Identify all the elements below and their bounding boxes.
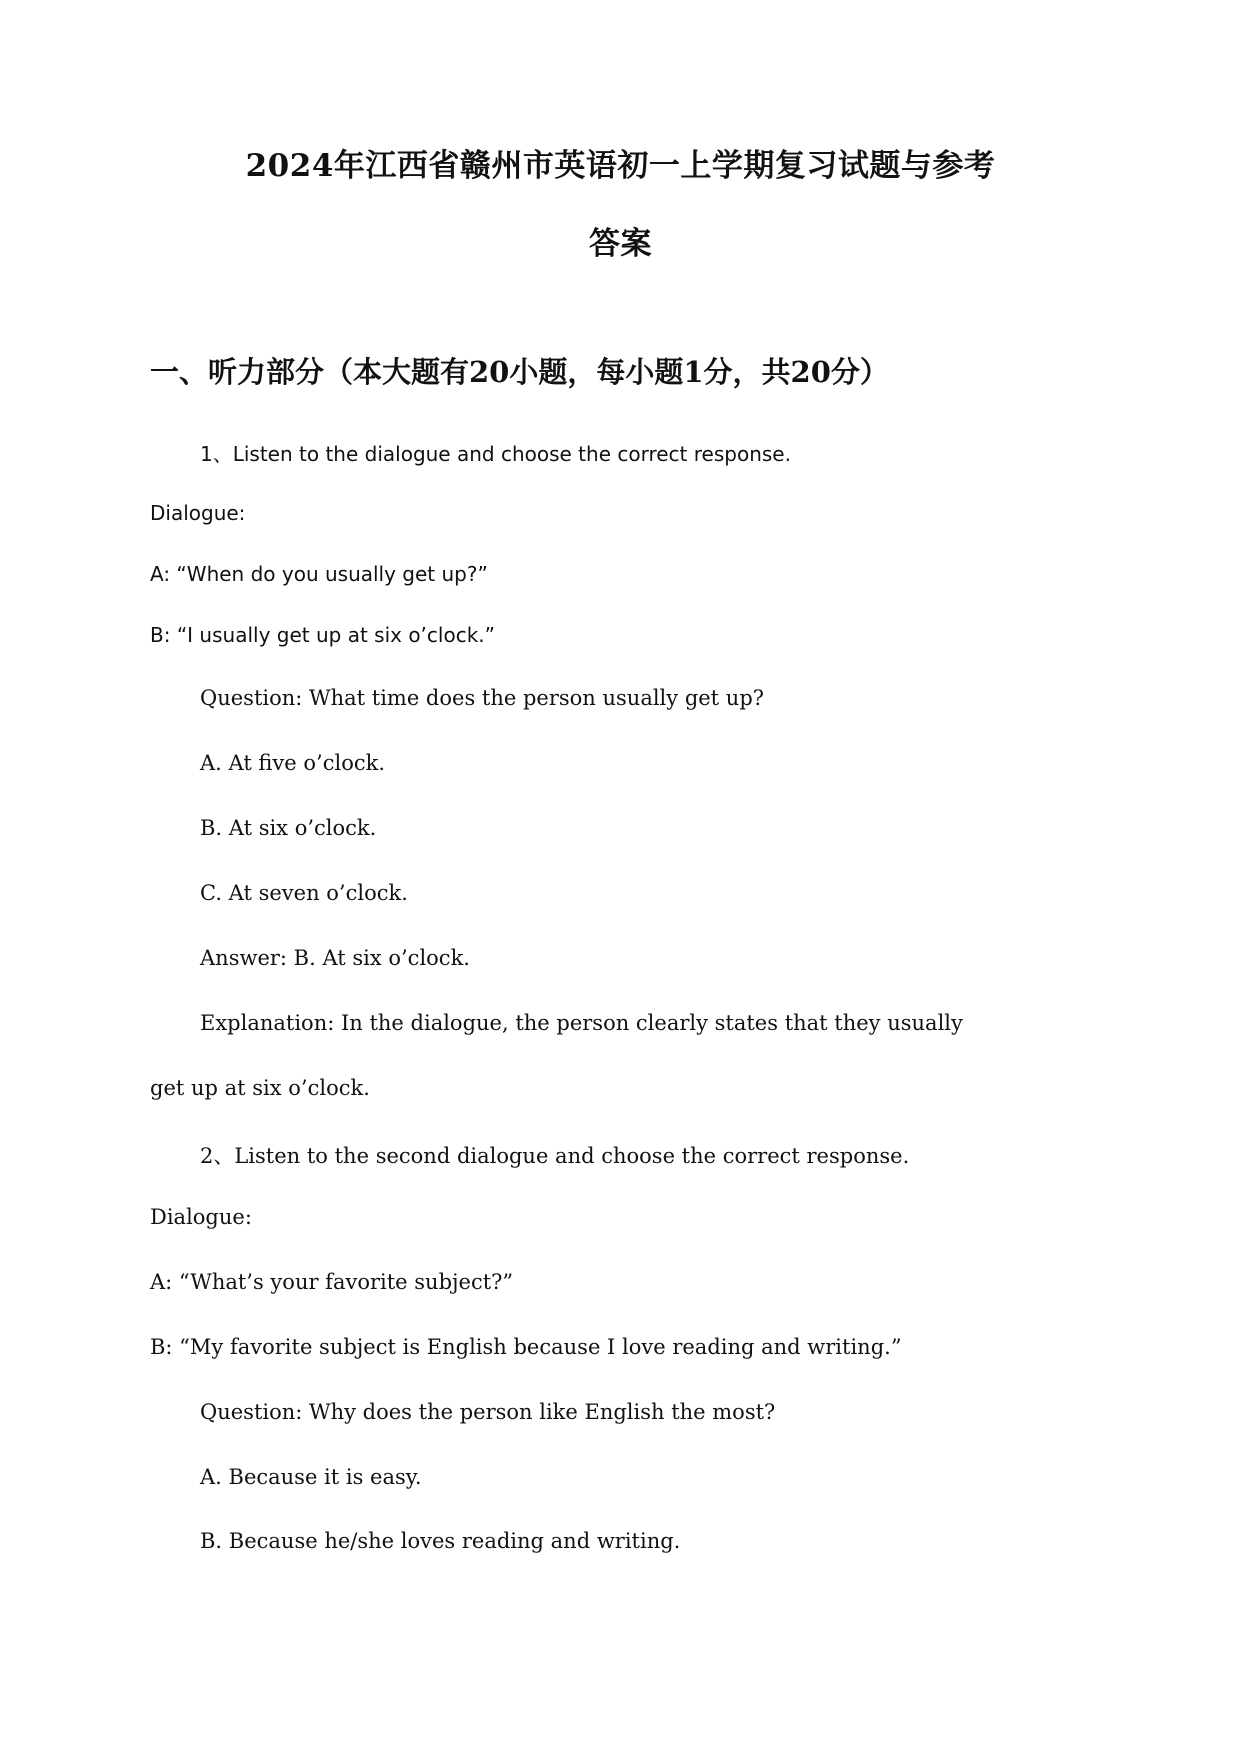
- q2-dialogue-label: Dialogue:: [150, 1205, 252, 1229]
- q1-dialogue-line-a: A: “When do you usually get up?”: [150, 562, 488, 586]
- q1-explanation-line-1: Explanation: In the dialogue, the person clearly states that they usually: [200, 1011, 963, 1035]
- q2-option-a: A. Because it is easy.: [200, 1465, 422, 1489]
- q2-dialogue-line-a: A: “What’s your favorite subject?”: [150, 1270, 514, 1294]
- q2-option-b: B. Because he/she loves reading and writing.: [200, 1529, 681, 1553]
- q2-prompt: 2、Listen to the second dialogue and choose the correct response.: [200, 1144, 910, 1168]
- q1-option-c: C. At seven o’clock.: [200, 881, 408, 905]
- q2-dialogue-line-b: B: “My favorite subject is English because I love reading and writing.”: [150, 1335, 902, 1359]
- q1-option-b: B. At six o’clock.: [200, 816, 377, 840]
- section-heading: 一、听力部分（本大题有20小题，每小题1分，共20分）: [150, 355, 889, 389]
- q1-option-a: A. At five o’clock.: [200, 751, 386, 775]
- q1-prompt: 1、Listen to the dialogue and choose the correct response.: [200, 442, 791, 466]
- q1-answer: Answer: B. At six o’clock.: [200, 946, 470, 970]
- q1-explanation-line-2: get up at six o’clock.: [150, 1076, 370, 1100]
- q1-dialogue-line-b: B: “I usually get up at six o’clock.”: [150, 623, 495, 647]
- q1-dialogue-label: Dialogue:: [150, 501, 246, 525]
- document-title-line-2: 答案: [589, 226, 652, 262]
- q2-question: Question: Why does the person like English the most?: [200, 1400, 776, 1424]
- q1-question: Question: What time does the person usually get up?: [200, 686, 765, 710]
- document-title-line-1: 2024年江西省赣州市英语初一上学期复习试题与参考: [245, 148, 996, 184]
